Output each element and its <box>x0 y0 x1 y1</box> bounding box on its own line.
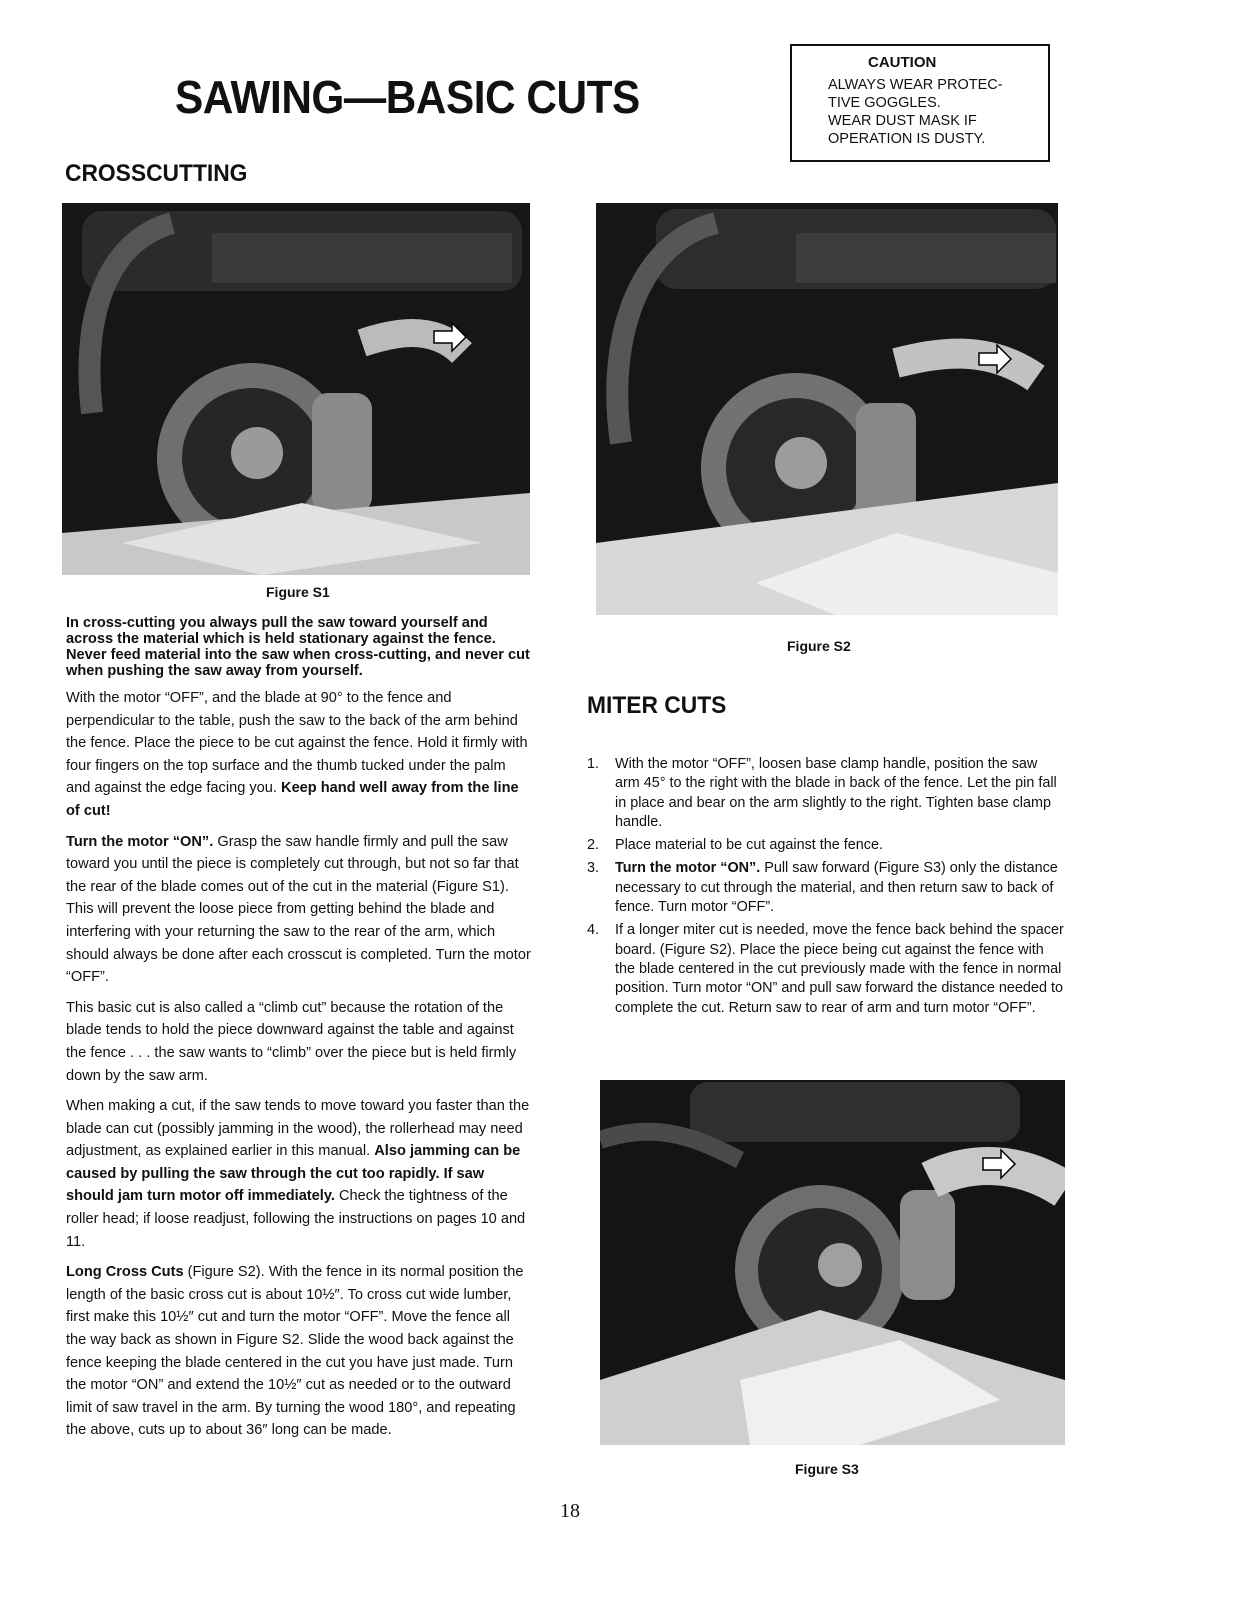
list-item <box>587 755 1065 832</box>
crosscutting-paragraph-4 <box>66 1095 534 1253</box>
page-number: 18 <box>560 1500 580 1522</box>
paragraph-text: Grasp the saw handle firmly and pull the saw toward you until the piece is completely cut through, but not so far that the rear of the blade comes out of the cut in the material (Figure S1). This will prevent the loose piece from getting behind the blade and interfering with your returning the saw to the rear of the arm, which should always be done after each crosscut is completed. Turn the motor “OFF”. <box>66 833 531 986</box>
list-item <box>587 836 1065 855</box>
paragraph-bold: Also jamming can be caused by pulling the saw through the cut too rapidly. If saw should jam turn motor off immediately. <box>66 1143 521 1205</box>
crosscutting-paragraph-3: This basic cut is also called a “climb cut” because the rotation of the blade tends to hold the piece downward against the table and against the fence . . . the saw wants to “climb” over the piece but is held firmly down by the saw arm. <box>66 999 517 1084</box>
list-text: Place material to be cut against the fence. <box>615 837 883 854</box>
paragraph-text: With the motor “OFF”, and the blade at 90° to the fence and perpendicular to the table, push the saw to the back of the arm behind the fence. Place the piece to be cut against the fence. Hold it firmly with four fingers on the top surface and the thumb tucked under the palm and against the edge facing you. <box>66 690 528 797</box>
list-text: If a longer miter cut is needed, move the fence back behind the spacer board. (Figure S2). Place the piece being cut against the fence with the blade centered in the cut previously made with the fence in normal position. Turn motor “ON” and pull saw forward the distance needed to complete the cut. Return saw to rear of arm and turn motor “OFF”. <box>615 922 1064 1016</box>
figure-s2-photo <box>596 203 1058 615</box>
list-bold: Turn the motor “ON”. <box>615 860 761 877</box>
list-text: With the motor “OFF”, loosen base clamp handle, position the saw arm 45° to the right with the blade in back of the fence. Let the pin fall in place and bear on the arm slightly to the right. Tighten base clamp handle. <box>615 756 1057 830</box>
crosscutting-paragraph-2 <box>66 831 534 989</box>
figure-s2-caption: Figure S2 <box>787 638 851 654</box>
paragraph-bold: Keep hand well away from the line of cut! <box>66 780 519 819</box>
list-item <box>587 921 1065 1017</box>
list-number: 4. <box>587 922 600 939</box>
crosscutting-body <box>66 615 534 1442</box>
paragraph-text: (Figure S2). With the fence in its normal position the length of the basic cross cut is about 10½″. To cross cut wide lumber, first make this 10½″ cut and turn the motor “OFF”. Move the fence all the way back as shown in Figure S2. Slide the wood back against the fence keeping the blade centered in the cut you have just made. Turn the motor “ON” and extend the 10½″ cut as needed or to the outward limit of saw travel in the arm. By turning the wood 180°, and repeating the above, cuts up to about 36″ long can be made. <box>66 1264 524 1439</box>
list-number: 1. <box>587 756 600 772</box>
crosscutting-heading: CROSSCUTTING <box>65 160 248 187</box>
paragraph-bold: Long Cross Cuts <box>66 1264 184 1281</box>
list-item <box>587 859 1065 917</box>
paragraph-text: Check the tightness of the roller head; if loose readjust, following the instructions on pages 10 and 11. <box>66 1188 526 1250</box>
paragraph-text: When making a cut, if the saw tends to move toward you faster than the blade can cut (possibly jamming in the wood), the rollerhead may need adjustment, as explained earlier in this manual. <box>66 1098 530 1160</box>
figure-s3-caption: Figure S3 <box>795 1461 859 1477</box>
caution-line: WEAR DUST MASK IF <box>828 113 977 129</box>
figure-s3-photo <box>600 1080 1065 1445</box>
crosscutting-paragraph-1 <box>66 687 534 823</box>
figure-s1-caption: Figure S1 <box>266 584 330 600</box>
miter-cuts-list <box>587 755 1065 1022</box>
caution-line: OPERATION IS DUSTY. <box>828 131 986 147</box>
list-text: Pull saw forward (Figure S3) only the distance necessary to cut through the material, and then return saw to back of fence. Turn motor “OFF”. <box>615 860 1058 916</box>
list-number: 2. <box>587 837 600 854</box>
caution-title: CAUTION <box>868 54 937 71</box>
long-cross-cuts-paragraph <box>66 1261 534 1442</box>
crosscutting-intro: In cross-cutting you always pull the saw toward yourself and across the material which is held stationary against the fence. Never feed material into the saw when cross-cutting, and never cut when pushing the saw away from yourself. <box>66 615 530 679</box>
figure-s1-photo <box>62 203 530 575</box>
page-title: SAWING—BASIC CUTS <box>175 71 640 123</box>
miter-cuts-heading: MITER CUTS <box>587 692 727 719</box>
paragraph-bold: Turn the motor “ON”. <box>66 833 214 850</box>
caution-line: TIVE GOGGLES. <box>828 95 941 111</box>
list-number: 3. <box>587 860 600 877</box>
caution-box <box>790 44 1050 162</box>
caution-line: ALWAYS WEAR PROTEC- <box>828 77 1003 93</box>
